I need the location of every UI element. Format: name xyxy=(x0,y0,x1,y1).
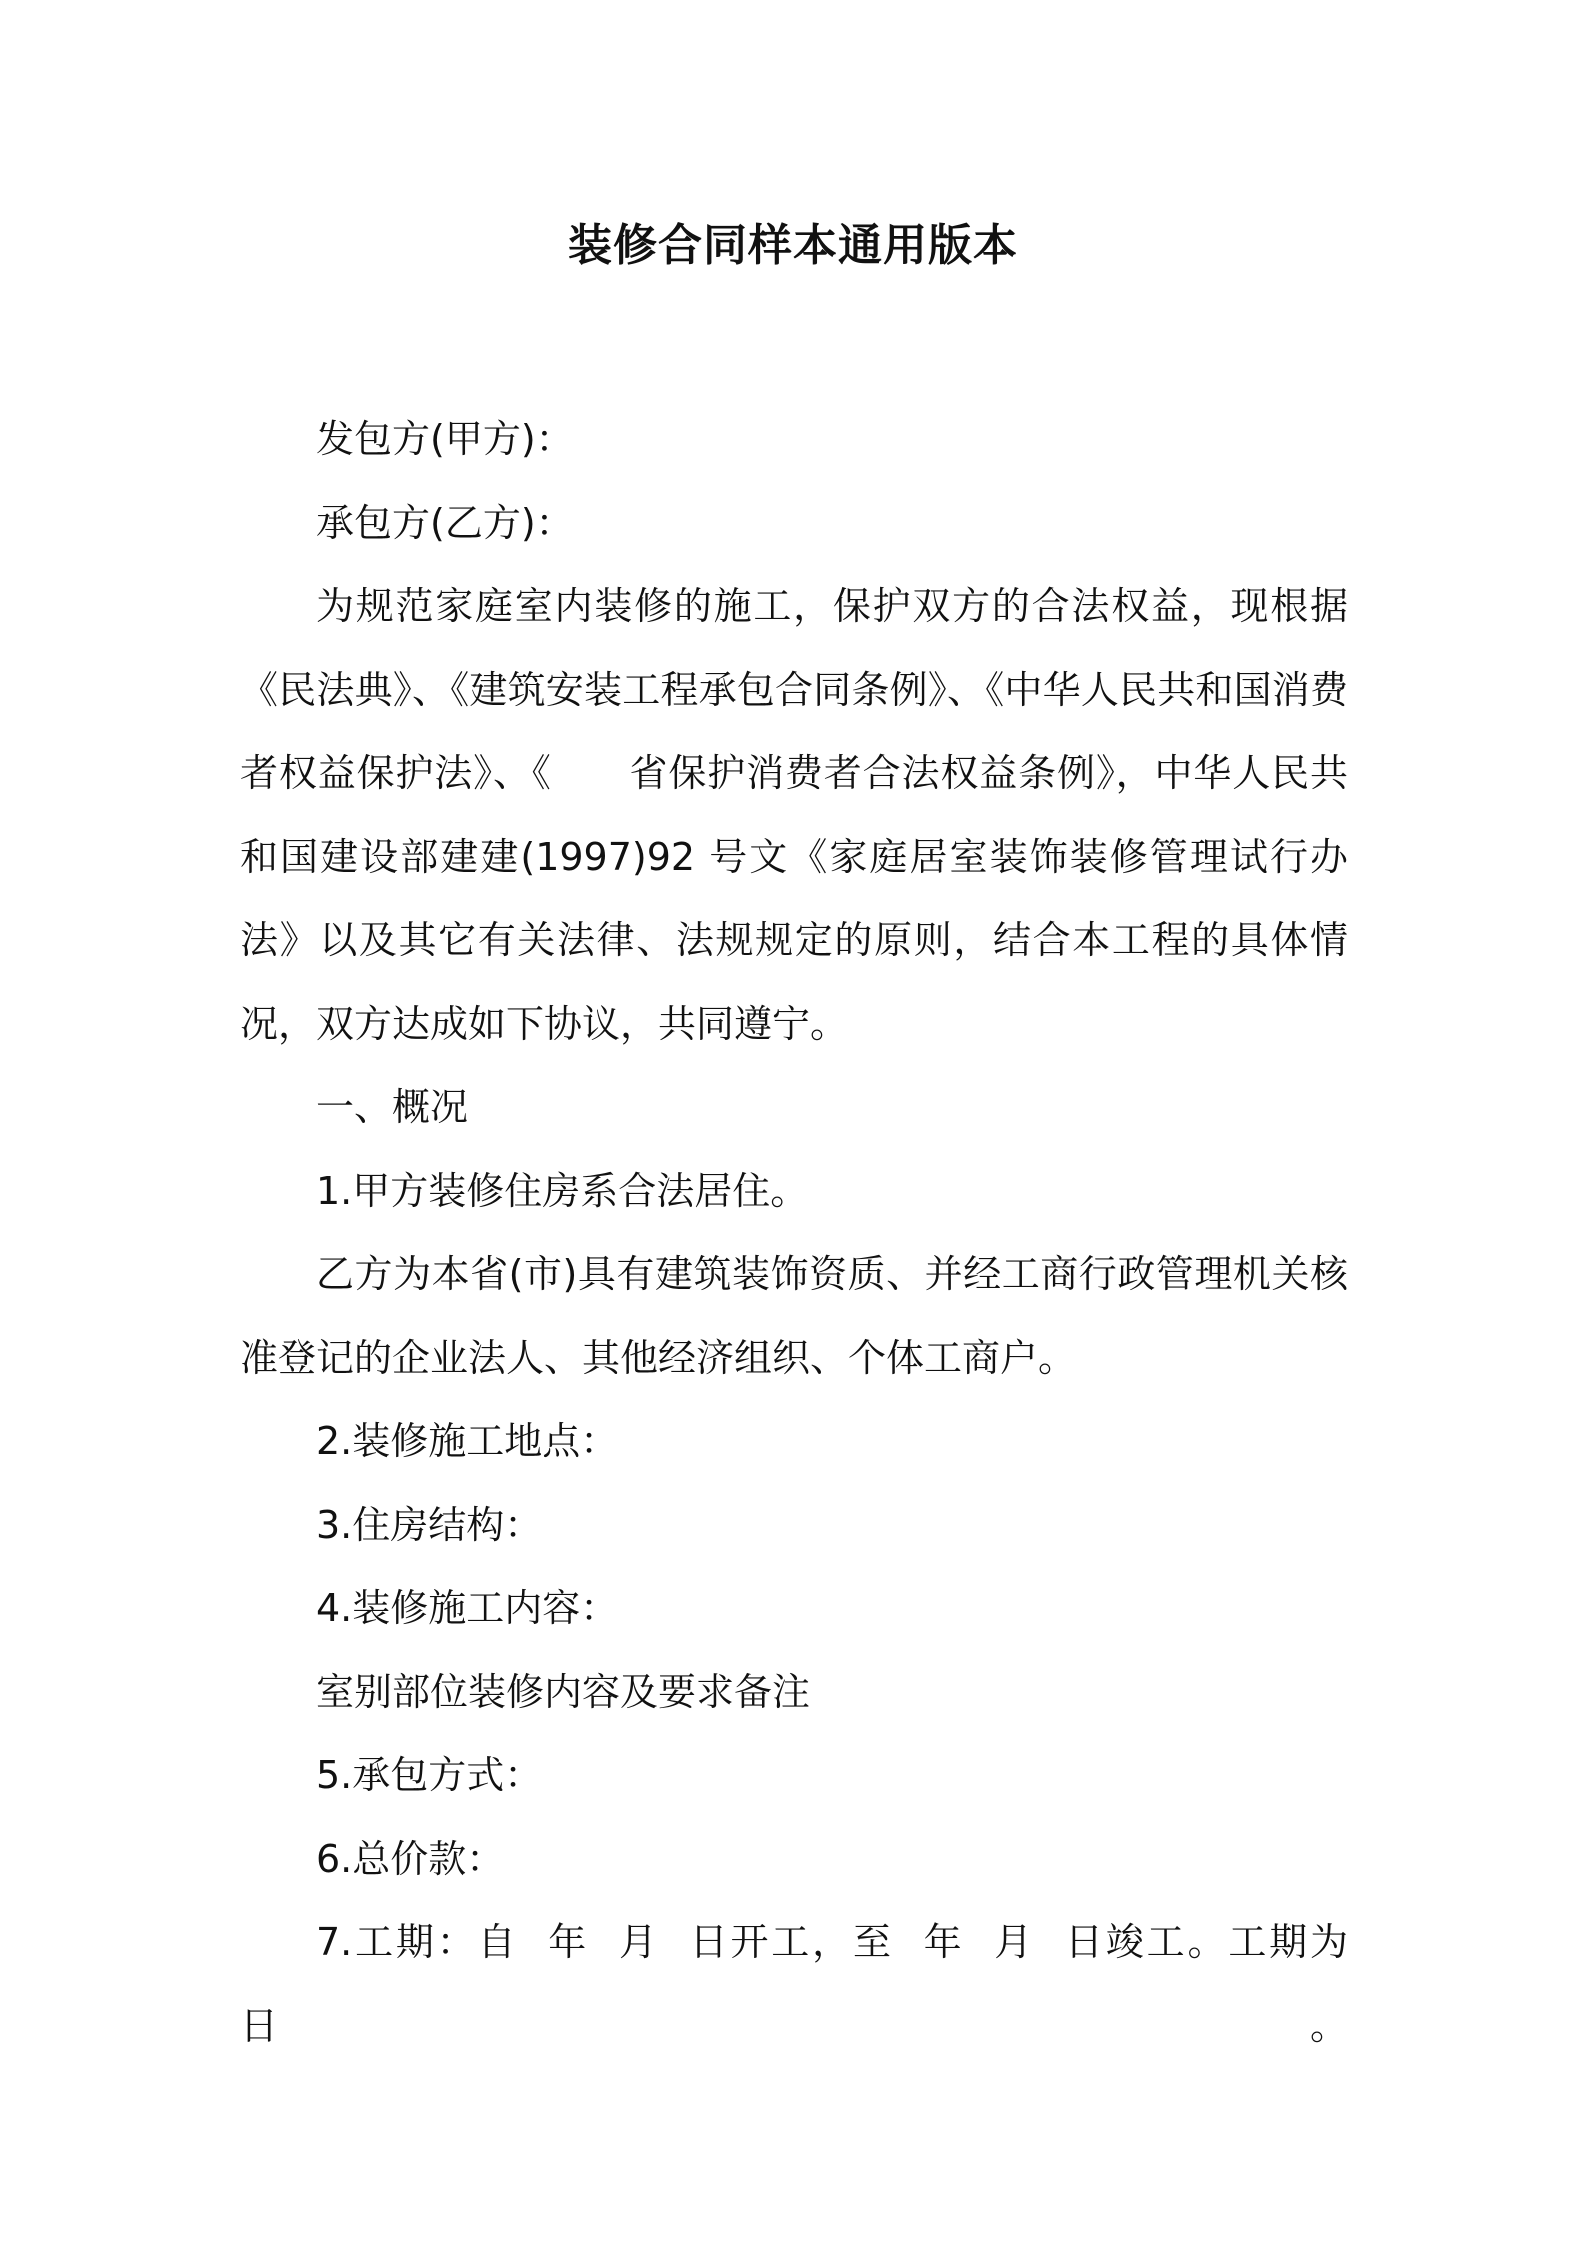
clause-1-contractor: 乙方为本省(市)具有建筑装饰资质、并经工商行政管理机关核准登记的企业法人、其他经济组织、个体工商户。 xyxy=(240,1252,1348,1380)
clause-1: 1.甲方装修住房系合法居住。 xyxy=(316,1168,809,1213)
clause-7-duration: 7.工期：自 年 月 日开工，至 年 月 日竣工。工期为 日。 xyxy=(240,1920,1373,2048)
preamble-paragraph: 为规范家庭室内装修的施工，保护双方的合法权益，现根据《民法典》、《建筑安装工程承包合同条例》、《中华人民共和国消费者权益保护法》、《 省保护消费者合法权益条例》，中华人民共和国建设部建建(1997)92 号文《家庭居室装饰装修管理试行办法》以及其它有关法律、法规规定的原则，结合本工程的具体情况，双方达成如下协议，共同遵宁。 xyxy=(240,584,1348,1046)
content-table-header: 室别部位装修内容及要求备注 xyxy=(316,1669,811,1714)
clause-5-method: 5.承包方式： xyxy=(316,1753,543,1797)
party-b-line: 承包方(乙方)： xyxy=(316,500,574,545)
document-body xyxy=(240,398,1373,2068)
clause-3-structure: 3.住房结构： xyxy=(316,1502,543,1547)
party-a-line: 发包方(甲方)： xyxy=(316,417,574,461)
clause-2-location: 2.装修施工地点： xyxy=(316,1419,619,1463)
clause-4-content: 4.装修施工内容： xyxy=(316,1586,619,1630)
clause-6-price: 6.总价款： xyxy=(316,1836,505,1881)
section-heading-overview: 一、概况 xyxy=(316,1085,469,1129)
document-title: 装修合同样本通用版本 xyxy=(568,220,1018,271)
